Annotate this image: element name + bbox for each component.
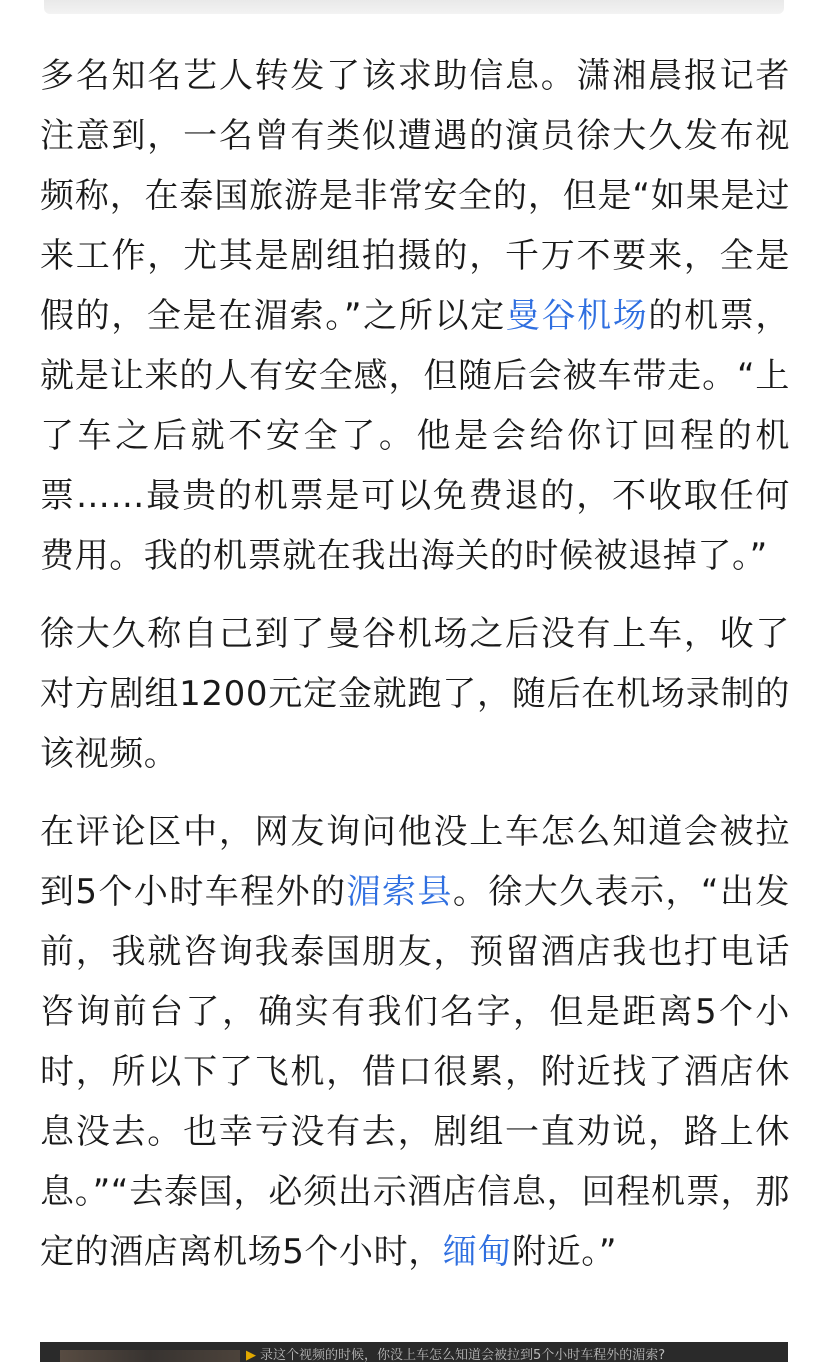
paragraph-text: 。徐大久表示，“出发前，我就咨询我泰国朋友，预留酒店我也打电话咨询前台了，确实有我们名字，但是距离5个小时，所以下了飞机，借口很累，附近找了酒店休息没去。也幸亏没有去，剧组一直劝说，路上休息。”“去泰国，必须出示酒店信息，回程机票，那定的酒店离机场5个小时， [40,872,790,1272]
paragraph-text: 的机票，就是让来的人有安全感，但随后会被车带走。“上了车之后就不安全了。他是会给你订回程的机票……最贵的机票是可以免费退的，不收取任何费用。我的机票就在我出海关的时候被退掉了。” [40,296,790,576]
video-caption-text: 录这个视频的时候，你没上车怎么知道会被拉到5个小时车程外的湄索? [260,1348,666,1362]
link-mae-sot[interactable]: 湄索县 [346,872,453,912]
link-bangkok-airport[interactable]: 曼谷机场 [505,296,649,336]
play-icon: ▶ [246,1348,256,1362]
article-paragraph-3 [40,802,790,1282]
video-caption [246,1348,665,1362]
article-paragraph-2 [40,604,790,784]
link-myanmar[interactable]: 缅甸 [442,1232,513,1272]
paragraph-text: 附近。” [512,1232,618,1272]
article-body [40,46,790,1300]
previous-image-bottom-edge [44,0,784,14]
paragraph-text: 多名知名艺人转发了该求助信息。潇湘晨报记者注意到，一名曾有类似遭遇的演员徐大久发布视频称，在泰国旅游是非常安全的，但是“如果是过来工作，尤其是剧组拍摄的，千万不要来，全是假的，全是在湄索。”之所以定 [40,56,790,336]
video-thumbnail [60,1350,240,1362]
paragraph-text: 在评论区中，网友询问他没上车怎么知道会被拉到5个小时车程外的 [40,812,790,912]
embedded-video-preview[interactable] [40,1342,788,1362]
paragraph-text: 徐大久称自己到了曼谷机场之后没有上车，收了对方剧组1200元定金就跑了，随后在机场录制的该视频。 [40,614,790,774]
article-paragraph-1 [40,46,790,586]
